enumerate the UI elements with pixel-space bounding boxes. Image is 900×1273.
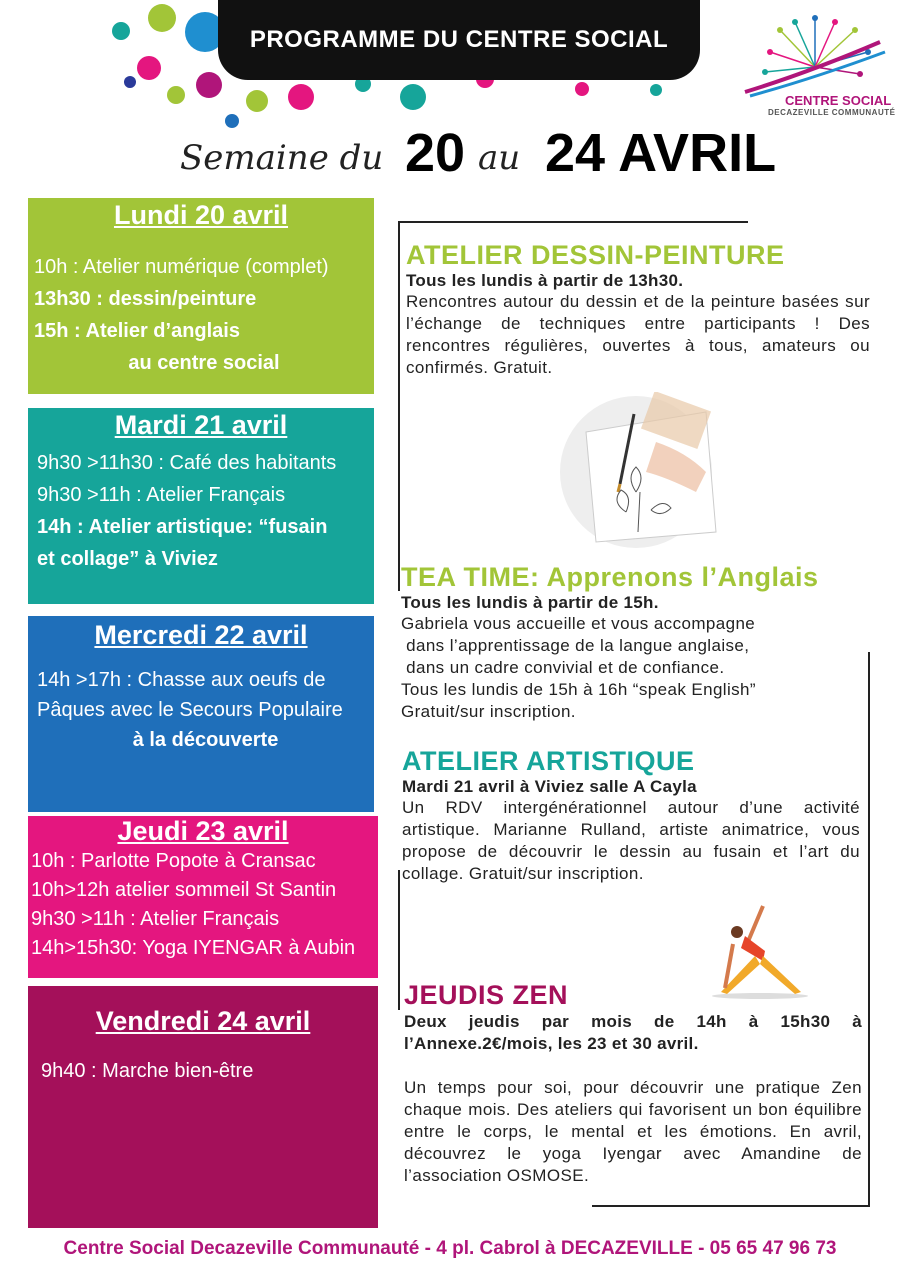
week-middle: au (478, 138, 521, 178)
event-line: 9h40 : Marche bien-être (41, 1060, 254, 1082)
day-title: Lundi 20 avril (113, 200, 289, 230)
section-artistique (402, 746, 860, 885)
section-line: dans un cadre convivial et de confiance. (401, 658, 725, 677)
day-title: Jeudi 23 avril (117, 816, 289, 846)
event-line: 13h30 : dessin/peinture (34, 288, 257, 310)
event-line: au centre social (128, 352, 280, 374)
frame-line (398, 221, 400, 591)
week-end: 24 AVRIL (545, 123, 777, 183)
event-line: 10h>12h atelier sommeil St Santin (31, 879, 337, 901)
section-subtitle: Tous les lundis à partir de 15h. (401, 593, 659, 612)
day-tuesday (28, 408, 374, 604)
day-title: Mercredi 22 avril (94, 620, 308, 650)
logo-name: CENTRE SOCIAL (785, 93, 892, 108)
section-title: ATELIER ARTISTIQUE (402, 746, 695, 776)
section-subtitle: Mardi 21 avril à Viviez salle A Cayla (402, 777, 697, 796)
event-line: 9h30 >11h : Atelier Français (31, 908, 280, 930)
section-subtitle: Deux jeudis par mois de 14h à 15h30 à l’Annexe.2€/mois, les 23 et 30 avril. (404, 1012, 862, 1053)
week-prefix: Semaine du (180, 138, 384, 178)
day-thursday (28, 816, 378, 978)
day-wednesday (28, 616, 374, 812)
frame-line (868, 652, 870, 1207)
event-line: 14h >17h : Chasse aux oeufs de (37, 669, 326, 691)
section-line: Tous les lundis de 15h à 16h “speak English” (401, 680, 756, 699)
event-line: Pâques avec le Secours Populaire (37, 699, 343, 721)
frame-line (592, 1205, 870, 1207)
section-body: Un temps pour soi, pour découvrir une pratique Zen chaque mois. Des ateliers qui favorisent un bon équilibre entre le corps, le mental et les émotions. En avril, découvrez le yoga Iyengar avec Amandine de l’association OSMOSE. (404, 1078, 862, 1185)
day-friday (28, 986, 378, 1228)
event-line: 15h : Atelier d’anglais (34, 320, 240, 342)
section-line: Gratuit/sur inscription. (401, 702, 576, 721)
footer-contact: Centre Social Decazeville Communauté - 4 pl. Cabrol à DECAZEVILLE - 05 65 47 96 73 (63, 1238, 837, 1259)
event-line: à la découverte (132, 729, 279, 751)
section-title: JEUDIS ZEN (404, 980, 569, 1010)
section-tea-time (401, 562, 863, 723)
frame-line (398, 221, 748, 223)
section-line: dans l’apprentissage de la langue anglaise, (401, 636, 750, 655)
event-line: 9h30 >11h : Atelier Français (37, 484, 286, 506)
event-line: 9h30 >11h30 : Café des habitants (37, 452, 337, 474)
section-title: ATELIER DESSIN-PEINTURE (406, 240, 785, 270)
day-monday (28, 198, 374, 394)
event-line: 14h : Atelier artistique: “fusain (37, 516, 328, 538)
program-title: PROGRAMME DU CENTRE SOCIAL (249, 26, 669, 53)
event-line: 14h>15h30: Yoga IYENGAR à Aubin (31, 937, 356, 959)
event-line: et collage” à Viviez (37, 548, 218, 570)
day-title: Vendredi 24 avril (95, 1006, 311, 1036)
week-heading (180, 122, 800, 192)
section-line: Gabriela vous accueille et vous accompagne (401, 614, 756, 633)
section-subtitle: Tous les lundis à partir de 13h30. (406, 271, 684, 290)
event-line: 10h : Atelier numérique (complet) (34, 256, 329, 278)
section-body: Rencontres autour du dessin et de la peinture basées sur l’échange de techniques entre participants ! Des rencontres régulières, ouvertes à tous, amateurs ou confirmés. Gratuit. (406, 292, 870, 377)
program-banner (218, 0, 700, 80)
section-body: Un RDV intergénérationnel autour d’une activité artistique. Marianne Rulland, artiste animatrice, vous propose de découvrir le dessin au fusain et l’art du collage. Gratuit/sur inscription. (402, 798, 860, 883)
logo-subtitle: DECAZEVILLE COMMUNAUTÉ (768, 108, 896, 117)
frame-line (398, 870, 400, 1010)
week-start: 20 (405, 123, 466, 183)
drawing-hand-illustration (556, 392, 726, 552)
event-line: 10h : Parlotte Popote à Cransac (31, 850, 316, 872)
section-jeudis-zen (404, 980, 862, 1187)
section-dessin (406, 240, 870, 379)
section-title: TEA TIME: Apprenons l’Anglais (401, 562, 819, 592)
day-title: Mardi 21 avril (114, 410, 288, 440)
